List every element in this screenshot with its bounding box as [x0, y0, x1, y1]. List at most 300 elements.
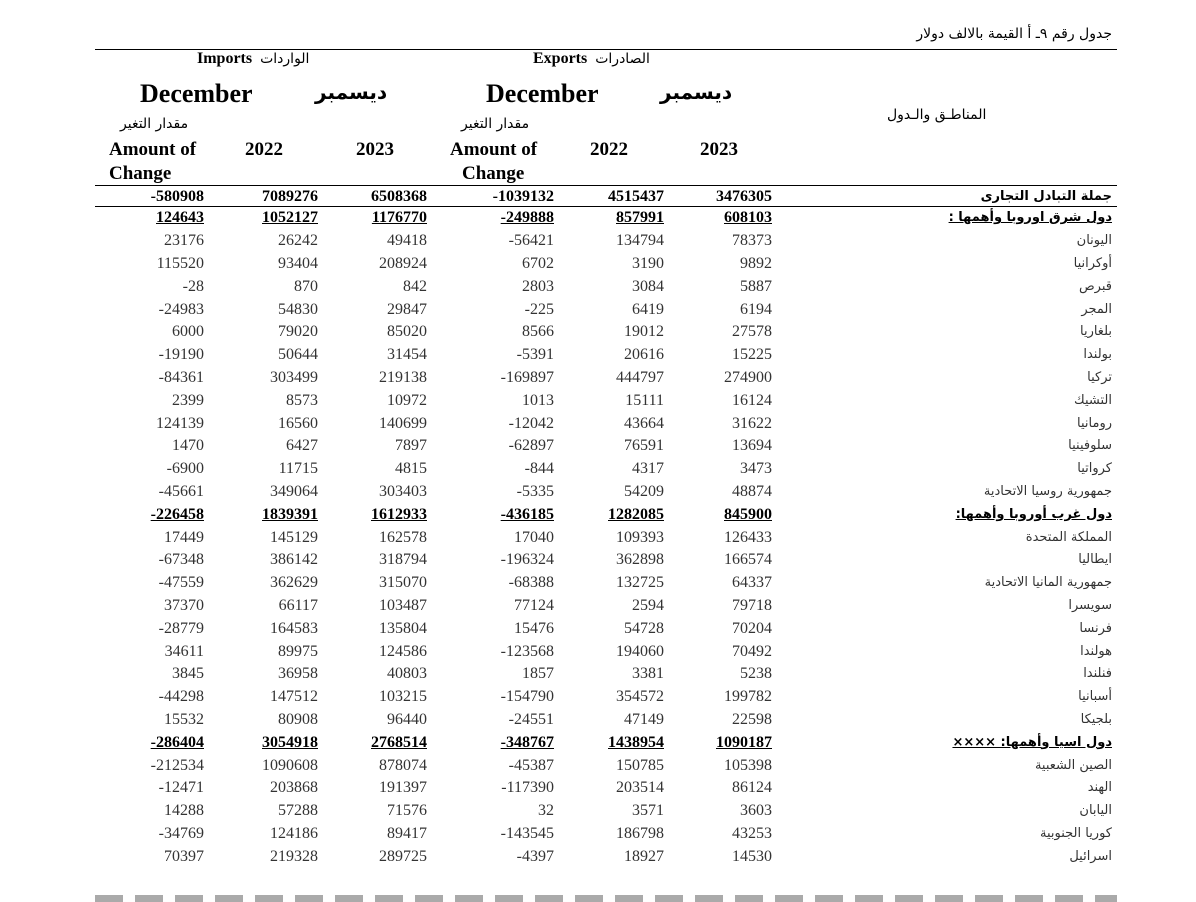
imports-change-cell	[172, 665, 204, 683]
cell-value: 194060	[616, 642, 664, 660]
cell-value: -19190	[158, 346, 204, 364]
imports-2023-cell	[379, 551, 427, 569]
cell-value: -212534	[150, 756, 204, 774]
imports-change-cell	[167, 460, 204, 478]
exports-2022-cell	[608, 506, 664, 524]
cell-value: 1839391	[262, 505, 318, 523]
exports-2022-cell	[616, 529, 664, 547]
cell-value: 124586	[379, 642, 427, 660]
cell-value: 64337	[732, 574, 772, 592]
cell-value: 124139	[156, 414, 204, 432]
exports-change-cell	[501, 369, 554, 387]
cell-value: 15476	[514, 619, 554, 637]
table-row	[0, 708, 1196, 731]
row-label-text: قبرص	[1078, 278, 1112, 294]
table-row	[0, 754, 1196, 777]
cell-value: 54728	[624, 619, 664, 637]
table-row	[0, 662, 1196, 685]
cell-value: 80908	[278, 710, 318, 728]
cell-value: -68388	[508, 574, 554, 592]
row-label	[1080, 644, 1112, 659]
row-label	[985, 575, 1112, 590]
imports-change-cell	[159, 620, 204, 638]
cell-value: -5335	[516, 482, 554, 500]
exports-change-cell	[501, 506, 554, 524]
exports-2023-cell	[724, 506, 772, 524]
exports-change-cell	[538, 802, 554, 820]
row-label-text: دول غرب أوروبا وأهمها:	[955, 506, 1112, 522]
imports-2022-cell	[279, 597, 318, 615]
imports-2022-cell	[278, 232, 318, 250]
cell-value: 126433	[724, 528, 772, 546]
exports-2022-cell	[632, 278, 664, 296]
imports-2023-cell	[379, 415, 427, 433]
imports-2022-cell	[286, 437, 318, 455]
table-row	[0, 366, 1196, 389]
exports-change-cell	[501, 209, 554, 227]
cell-value: 1438954	[608, 733, 664, 751]
cell-value: 79718	[732, 596, 772, 614]
exports-amount-of: Amount of	[450, 139, 538, 160]
exports-2022-cell	[624, 848, 664, 866]
cell-value: 31622	[732, 414, 772, 432]
cell-value: 36958	[278, 665, 318, 683]
row-label	[1087, 370, 1112, 385]
imports-2023-cell	[379, 757, 427, 775]
exports-change-cell	[517, 483, 554, 501]
cell-value: 15225	[732, 346, 772, 364]
imports-change-cell	[165, 643, 204, 661]
cell-value: 4317	[632, 460, 664, 478]
row-label-text: هولندا	[1080, 643, 1112, 659]
cell-value: 186798	[616, 824, 664, 842]
cell-value: 1176770	[371, 209, 427, 227]
imports-change-cell	[172, 392, 204, 410]
cell-value: 219328	[270, 847, 318, 865]
row-label	[1083, 666, 1112, 681]
exports-2023-cell	[732, 232, 772, 250]
cell-value: 16560	[278, 414, 318, 432]
imports-change-cell	[156, 415, 204, 433]
imports-2022-cell	[278, 323, 318, 341]
cell-value: 66117	[278, 596, 318, 614]
exports-change-cell	[522, 255, 554, 273]
row-label-text: ايطاليا	[1078, 552, 1112, 568]
imports-2023-cell	[387, 825, 427, 843]
row-label	[984, 484, 1112, 499]
exports-month-en: December	[486, 79, 599, 108]
row-label	[949, 210, 1112, 225]
imports-2023-cell	[403, 278, 427, 296]
imports-2023-cell	[387, 665, 427, 683]
cell-value: 870	[294, 277, 318, 295]
table-row	[0, 412, 1196, 435]
row-label	[1079, 621, 1112, 636]
exports-2022-cell	[616, 574, 664, 592]
exports-change-cell	[522, 665, 554, 683]
imports-2022-cell	[278, 301, 318, 319]
cell-value: 78373	[732, 232, 772, 250]
imports-change-cell	[159, 301, 204, 319]
exports-change-cell	[525, 301, 554, 319]
exports-2022-cell	[616, 232, 664, 250]
table-title: جدول رقم ٩ـ أ القيمة بالالف دولار	[916, 26, 1112, 42]
cell-value: -844	[524, 460, 554, 478]
row-label-text: جملة التبادل التجارى	[980, 189, 1112, 204]
cell-value: 135804	[379, 619, 427, 637]
exports-change-cell	[493, 188, 554, 206]
imports-2023-cell	[379, 483, 427, 501]
imports-change-cell	[164, 802, 204, 820]
row-label	[1074, 393, 1112, 408]
row-label-text: سويسرا	[1068, 597, 1112, 613]
imports-2022-cell	[270, 483, 318, 501]
imports-change-cell	[172, 437, 204, 455]
exports-change-cell	[517, 346, 554, 364]
cell-value: 362898	[616, 551, 664, 569]
cell-value: 203514	[616, 779, 664, 797]
cell-value: 318794	[379, 551, 427, 569]
exports-change-cell	[509, 711, 554, 729]
cell-value: 50644	[278, 346, 318, 364]
row-label-text: بلجيكا	[1080, 711, 1112, 727]
table-row	[0, 822, 1196, 845]
cell-value: 43664	[624, 414, 664, 432]
cell-value: 3190	[632, 254, 664, 272]
imports-2022-cell	[278, 665, 318, 683]
cell-value: 32	[538, 802, 554, 820]
exports-change-cell	[501, 643, 554, 661]
exports-2022-cell	[616, 209, 664, 227]
exports-2022-cell	[624, 437, 664, 455]
imports-2023-cell	[387, 711, 427, 729]
cell-value: 274900	[724, 368, 772, 386]
cell-value: 86124	[732, 779, 772, 797]
cell-value: 70397	[164, 847, 204, 865]
imports-2022-cell	[262, 188, 318, 206]
imports-2023-cell	[371, 734, 427, 752]
row-label-text: دول شرق اوروبا وأهمها :	[948, 210, 1112, 226]
cell-value: 70204	[732, 619, 772, 637]
row-label	[1080, 324, 1112, 339]
cell-value: 6427	[286, 437, 318, 455]
row-label	[1083, 347, 1112, 362]
imports-2022-cell	[270, 848, 318, 866]
row-label-text: الصين الشعبية	[1034, 757, 1112, 773]
cell-value: -44298	[158, 688, 204, 706]
row-label	[956, 507, 1112, 522]
exports-2022-cell	[632, 460, 664, 478]
cell-value: 26242	[278, 232, 318, 250]
row-label-text: جمهورية روسيا الاتحادية	[983, 483, 1112, 499]
imports-2023-cell	[379, 574, 427, 592]
table-row	[0, 457, 1196, 480]
cell-value: 1470	[172, 437, 204, 455]
imports-amount-of: Amount of	[109, 139, 197, 160]
imports-2022-cell	[278, 255, 318, 273]
cell-value: 89417	[387, 824, 427, 842]
exports-change-cell	[501, 825, 554, 843]
table-row	[0, 776, 1196, 799]
row-label-text: اسرائيل	[1069, 848, 1112, 864]
exports-2022-cell	[624, 323, 664, 341]
table-row	[0, 685, 1196, 708]
exports-2023-cell	[732, 643, 772, 661]
exports-2022-cell	[616, 369, 664, 387]
imports-2023-cell	[395, 460, 427, 478]
imports-change-cell	[164, 232, 204, 250]
exports-2023-cell	[732, 346, 772, 364]
imports-2022-cell	[279, 460, 318, 478]
cell-value: 14288	[164, 802, 204, 820]
row-label-text: أوكرانيا	[1073, 255, 1112, 271]
cell-value: 7089276	[262, 188, 318, 205]
row-label	[1026, 530, 1112, 545]
cell-value: 109393	[616, 528, 664, 546]
exports-2022-cell	[632, 802, 664, 820]
row-label	[981, 189, 1112, 204]
cell-value: 857991	[616, 209, 664, 227]
imports-change-cell	[156, 209, 204, 227]
cell-value: 1090187	[716, 733, 772, 751]
cell-value: 20616	[624, 346, 664, 364]
exports-2023-cell	[740, 802, 772, 820]
exports-2022-cell	[624, 483, 664, 501]
imports-2022-cell	[270, 688, 318, 706]
cell-value: -5391	[516, 346, 554, 364]
exports-2022-cell	[624, 415, 664, 433]
cell-value: 147512	[270, 688, 318, 706]
exports-change-en: Change	[462, 163, 525, 184]
cell-value: 289725	[379, 847, 427, 865]
cell-value: 608103	[724, 209, 772, 227]
exports-2023-cell	[724, 369, 772, 387]
imports-change-cell	[159, 688, 204, 706]
table-row	[0, 640, 1196, 663]
exports-change-cell	[522, 278, 554, 296]
total-row	[0, 185, 1196, 206]
cell-value: -169897	[500, 368, 554, 386]
cell-value: 203868	[270, 779, 318, 797]
cell-value: 3473	[740, 460, 772, 478]
exports-2023-cell	[740, 460, 772, 478]
exports-2022-cell	[616, 825, 664, 843]
exports-2022-cell	[616, 551, 664, 569]
row-label-text: المملكة المتحدة	[1025, 529, 1112, 545]
imports-change-en: Change	[109, 163, 172, 184]
cell-value: 34611	[164, 642, 204, 660]
cell-value: -67348	[158, 551, 204, 569]
imports-2022-cell	[262, 506, 318, 524]
row-label	[1035, 758, 1112, 773]
cell-value: 124186	[270, 824, 318, 842]
exports-2022-cell	[632, 665, 664, 683]
exports-2023-cell	[716, 734, 772, 752]
row-label	[1079, 279, 1112, 294]
imports-change-cell	[164, 597, 204, 615]
exports-change-cell	[525, 460, 554, 478]
cell-value: -34769	[158, 824, 204, 842]
imports-change-cell	[159, 369, 204, 387]
cell-value: 19012	[624, 323, 664, 341]
imports-2022-cell	[278, 346, 318, 364]
row-label-text: رومانيا	[1077, 415, 1112, 431]
cell-value: -225	[524, 300, 554, 318]
cell-value: 1090608	[262, 756, 318, 774]
cell-value: 6419	[632, 300, 664, 318]
row-label-text: فنلندا	[1083, 666, 1112, 682]
exports-2022-cell	[632, 255, 664, 273]
row-label-text: أسبانيا	[1078, 689, 1112, 705]
imports-change-cell	[151, 188, 204, 206]
cell-value: 6702	[522, 254, 554, 272]
cell-value: 17449	[164, 528, 204, 546]
exports-2022-cell	[616, 688, 664, 706]
imports-2023-cell	[379, 848, 427, 866]
cell-value: 70492	[732, 642, 772, 660]
imports-2023-cell	[379, 369, 427, 387]
cell-value: 103215	[379, 688, 427, 706]
row-label-text: دول اسيا وأهمها: ××××	[952, 734, 1112, 750]
imports-2022-cell	[278, 415, 318, 433]
imports-month-en: December	[140, 79, 253, 108]
exports-year-2023: 2023	[700, 139, 738, 160]
cell-value: 354572	[616, 688, 664, 706]
cell-value: -1039132	[492, 188, 554, 205]
cell-value: 77124	[514, 596, 554, 614]
exports-group-label	[533, 50, 650, 68]
cell-value: 22598	[732, 710, 772, 728]
cell-value: -62897	[508, 437, 554, 455]
table-row	[0, 480, 1196, 503]
cell-value: 150785	[616, 756, 664, 774]
cell-value: 303499	[270, 368, 318, 386]
cell-value: 89975	[278, 642, 318, 660]
imports-2023-cell	[379, 779, 427, 797]
imports-2022-cell	[270, 529, 318, 547]
exports-2022-cell	[608, 734, 664, 752]
table-row	[0, 389, 1196, 412]
imports-2023-cell	[372, 209, 427, 227]
cell-value: 5887	[740, 277, 772, 295]
table-row	[0, 434, 1196, 457]
cell-value: 18927	[624, 847, 664, 865]
cell-value: 1013	[522, 391, 554, 409]
cell-value: 191397	[379, 779, 427, 797]
cell-value: 85020	[387, 323, 427, 341]
imports-change-cell	[159, 574, 204, 592]
row-label	[1088, 780, 1112, 795]
imports-2022-cell	[278, 711, 318, 729]
row-label	[1081, 302, 1112, 317]
cell-value: -196324	[500, 551, 554, 569]
table-row	[0, 343, 1196, 366]
exports-change-cell	[501, 688, 554, 706]
row-label-text: تركيا	[1087, 369, 1112, 385]
cell-value: -45661	[158, 482, 204, 500]
exports-2022-cell	[624, 620, 664, 638]
row-label-text: المجر	[1081, 301, 1112, 317]
cell-value: 3381	[632, 665, 664, 683]
imports-label-ar: الواردات	[260, 51, 310, 67]
imports-month-ar: ديسمبر	[315, 80, 388, 104]
exports-2022-cell	[616, 779, 664, 797]
table-row	[0, 275, 1196, 298]
cell-value: 6508368	[371, 188, 427, 205]
imports-2022-cell	[286, 392, 318, 410]
row-label-text: بولندا	[1083, 347, 1112, 363]
imports-2022-cell	[270, 825, 318, 843]
cell-value: 132725	[616, 574, 664, 592]
cell-value: 3084	[632, 277, 664, 295]
cell-value: 15111	[625, 391, 664, 409]
cell-value: 13694	[732, 437, 772, 455]
group-row	[0, 206, 1196, 229]
exports-change-cell	[514, 597, 554, 615]
exports-change-cell	[514, 529, 554, 547]
exports-change-cell	[501, 734, 554, 752]
imports-2022-cell	[270, 779, 318, 797]
row-label	[1078, 552, 1112, 567]
imports-2023-cell	[371, 188, 427, 206]
regions-header: المناطـق والـدول	[887, 107, 987, 123]
exports-change-cell	[514, 620, 554, 638]
cell-value: -436185	[500, 505, 554, 523]
row-label-text: كرواتيا	[1077, 461, 1112, 477]
cell-value: 845900	[724, 505, 772, 523]
exports-2023-cell	[740, 278, 772, 296]
exports-2023-cell	[724, 529, 772, 547]
cell-value: 57288	[278, 802, 318, 820]
exports-change-cell	[509, 437, 554, 455]
exports-2022-cell	[624, 346, 664, 364]
table-row	[0, 320, 1196, 343]
exports-2023-cell	[724, 688, 772, 706]
exports-change-cell	[509, 757, 554, 775]
exports-change-cell	[501, 779, 554, 797]
row-label	[952, 735, 1112, 750]
imports-change-cell	[164, 529, 204, 547]
exports-2023-cell	[732, 779, 772, 797]
exports-2023-cell	[732, 392, 772, 410]
exports-year-2022: 2022	[590, 139, 628, 160]
imports-2023-cell	[379, 597, 427, 615]
cell-value: 166574	[724, 551, 772, 569]
cell-value: -6900	[166, 460, 204, 478]
cell-value: 40803	[387, 665, 427, 683]
cell-value: 140699	[379, 414, 427, 432]
imports-2022-cell	[278, 802, 318, 820]
exports-month-ar: ديسمبر	[660, 80, 733, 104]
group-row	[0, 731, 1196, 754]
cell-value: 162578	[379, 528, 427, 546]
row-label	[1077, 233, 1112, 248]
cell-value: 3476305	[716, 188, 772, 205]
imports-year-2022: 2022	[245, 139, 283, 160]
table-row	[0, 617, 1196, 640]
cell-value: -28	[182, 277, 204, 295]
cell-value: 6194	[740, 300, 772, 318]
imports-change-cell	[164, 711, 204, 729]
cell-value: 11715	[278, 460, 318, 478]
imports-change-cell	[159, 779, 204, 797]
cell-value: 103487	[379, 596, 427, 614]
imports-2023-cell	[387, 802, 427, 820]
cell-value: 7897	[395, 437, 427, 455]
cell-value: 96440	[387, 710, 427, 728]
imports-2022-cell	[270, 551, 318, 569]
imports-2023-cell	[371, 506, 427, 524]
